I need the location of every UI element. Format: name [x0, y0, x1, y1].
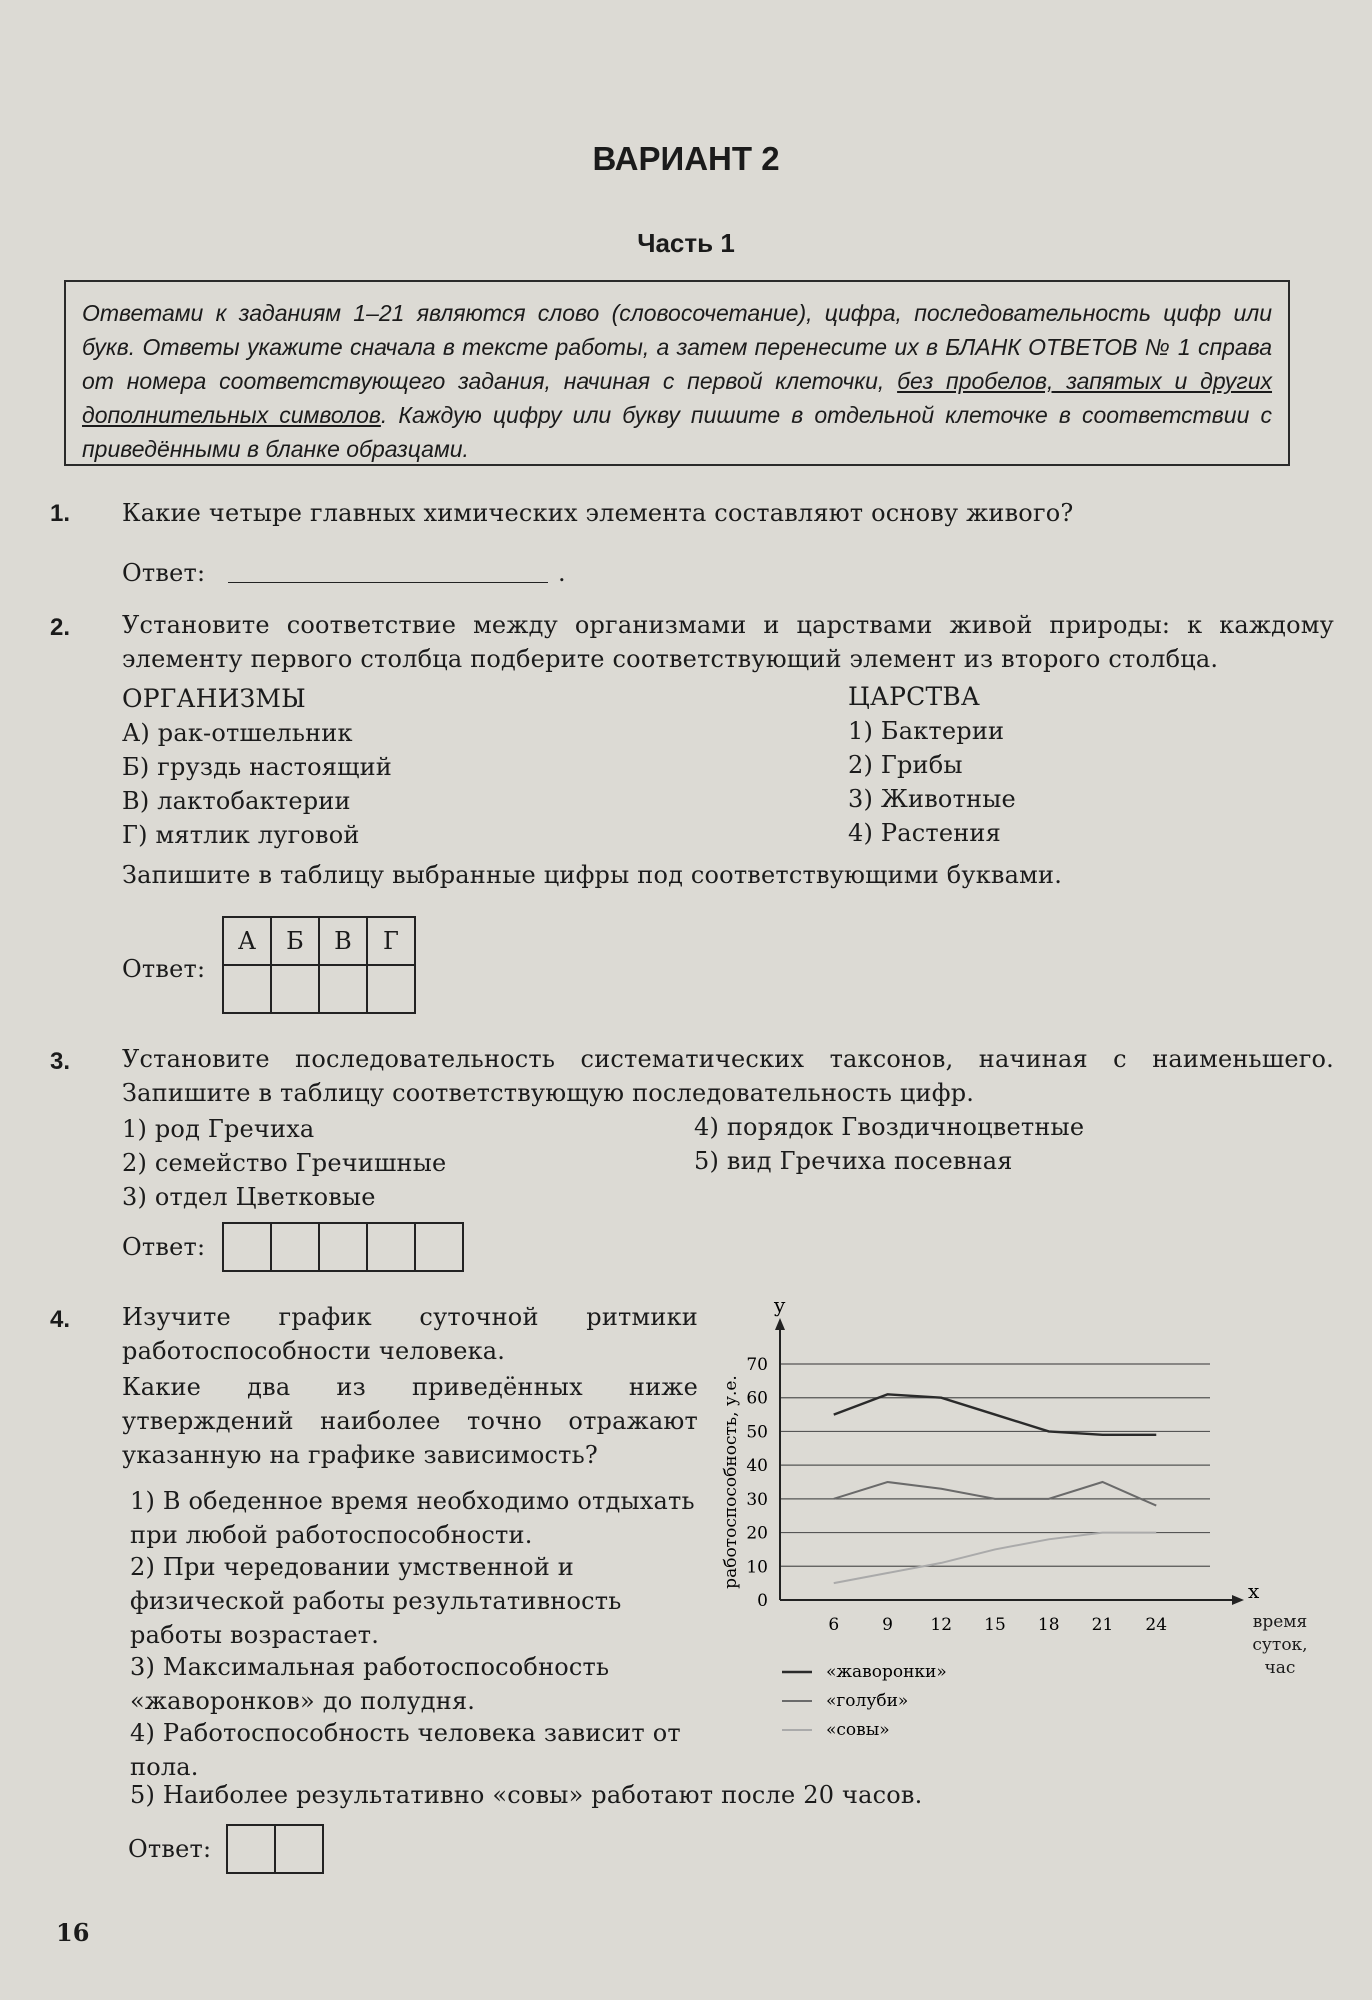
chart-legend: [782, 1662, 947, 1740]
part-heading: Часть 1: [637, 228, 735, 258]
series-line-1: [834, 1394, 1157, 1434]
option-item: 5) Наиболее результативно «совы» работают после 20 часов.: [130, 1781, 923, 1809]
y-tick-label: 20: [746, 1523, 768, 1544]
answer-cell[interactable]: [414, 1222, 464, 1272]
option-item: 4) Работоспособность человека зависит от пола.: [130, 1719, 681, 1781]
organism-item: Г) мятлик луговой: [122, 821, 360, 849]
y-tick-label: 50: [746, 1422, 768, 1443]
taxon-item: 5) вид Гречиха посевная: [694, 1147, 1013, 1175]
option-item: 1) В обеденное время необходимо отдыхать при любой работоспособности.: [130, 1487, 695, 1549]
answer-cell[interactable]: [271, 965, 319, 1013]
x-axis-arrow: [1232, 1595, 1244, 1605]
taxon-item: 1) род Гречиха: [122, 1115, 315, 1143]
page-number: 16: [56, 1918, 90, 1947]
y-tick-label: 40: [746, 1456, 768, 1477]
series-line-2: [834, 1482, 1157, 1506]
y-tick-label: 70: [746, 1355, 768, 1375]
work-capacity-chart: [700, 1290, 1340, 1770]
chart-grid: [780, 1364, 1210, 1566]
instructions-text: Ответами к заданиям 1–21 являются слово (словосочетание), цифра, последовательность цифр или букв. Ответы укажите сначала в тексте работы, а затем перенесите их в БЛАНК ОТВЕТОВ № 1 справа от номера соответствующего задания, начиная с первой клеточки,: [82, 300, 1272, 394]
option-item: 3) Максимальная работоспособность «жаворонков» до полудня.: [130, 1653, 610, 1715]
legend-label: «совы»: [826, 1720, 890, 1740]
page-title: ВАРИАНТ 2: [592, 140, 780, 177]
instructions-box: [64, 280, 1290, 466]
taxon-item: 2) семейство Гречишные: [122, 1149, 447, 1177]
x-tick-label: 12: [930, 1615, 953, 1635]
y-axis-letter: y: [774, 1293, 786, 1317]
question-text: Установите соответствие между организмами и царствами живой природы: к каждому элементу первого столбца подберите соответствующий элемент из второго столбца.: [122, 611, 1334, 673]
organism-item: Б) груздь настоящий: [122, 753, 392, 781]
y-tick-label: 30: [746, 1489, 768, 1510]
y-axis-label: работоспособность, у.е.: [721, 1375, 741, 1589]
question-number: 3.: [50, 1048, 71, 1075]
answer-cell[interactable]: [226, 1824, 276, 1874]
letter-cell: А: [223, 917, 271, 965]
letter-cell: Б: [271, 917, 319, 965]
kingdom-item: 1) Бактерии: [848, 717, 1005, 745]
question-text: Какие четыре главных химических элемента составляют основу живого?: [122, 499, 1074, 527]
answer-label: Ответ:: [122, 559, 206, 587]
letter-cell: В: [319, 917, 367, 965]
question-intro: Изучите график суточной ритмики работоспособности человека.: [122, 1303, 698, 1365]
x-tick-label: 18: [1037, 1615, 1060, 1635]
taxon-item: 4) порядок Гвоздичноцветные: [694, 1113, 1085, 1141]
y-tick-label: 10: [746, 1557, 768, 1578]
option-item: 2) При чередовании умственной и физической работы результативность работы возрастает.: [130, 1553, 622, 1649]
answer-cell[interactable]: [222, 1222, 272, 1272]
answer-table: [222, 916, 416, 1014]
x-tick-label: 21: [1091, 1615, 1114, 1635]
kingdom-item: 4) Растения: [848, 819, 1001, 847]
question-text: Установите последовательность систематических таксонов, начиная с наименьшего. Запишите в таблицу соответствующую последовательность цифр.: [122, 1045, 1334, 1107]
taxon-item: 3) отдел Цветковые: [122, 1183, 376, 1211]
organism-item: А) рак-отшельник: [122, 719, 353, 747]
instructions-text-end: . Каждую цифру или букву пишите в отдельной клеточке в соответствии с приведёнными в бланке образцами.: [82, 402, 1272, 462]
answer-boxes: [228, 1824, 324, 1874]
letter-cell: Г: [367, 917, 415, 965]
legend-label: «жаворонки»: [826, 1662, 947, 1682]
legend-label: «голуби»: [826, 1691, 909, 1711]
x-tick-label: 24: [1145, 1615, 1168, 1635]
kingdom-item: 2) Грибы: [848, 751, 963, 779]
organism-item: В) лактобактерии: [122, 787, 351, 815]
answer-line[interactable]: [228, 582, 548, 583]
question-text: Какие два из приведённых ниже утверждений наиболее точно отражают указанную на графике зависимость?: [122, 1373, 698, 1469]
answer-label: Ответ:: [122, 955, 206, 983]
answer-period: .: [558, 559, 566, 587]
answer-cell[interactable]: [366, 1222, 416, 1272]
answer-label: Ответ:: [128, 1835, 212, 1863]
answer-label: Ответ:: [122, 1233, 206, 1261]
answer-cell[interactable]: [319, 965, 367, 1013]
y-tick-label: 0: [757, 1591, 768, 1611]
answer-cell[interactable]: [367, 965, 415, 1013]
kingdom-item: 3) Животные: [848, 785, 1016, 813]
table-instruction: Запишите в таблицу выбранные цифры под соответствующими буквами.: [122, 861, 1063, 889]
y-tick-labels: [746, 1355, 768, 1611]
x-tick-label: 6: [828, 1615, 840, 1635]
x-tick-label: 15: [984, 1615, 1006, 1635]
x-tick-labels: [828, 1615, 1167, 1635]
answer-cell[interactable]: [318, 1222, 368, 1272]
organisms-header: ОРГАНИЗМЫ: [122, 684, 306, 713]
instructions-underlined: без пробелов, запятых и других дополнительных символов: [82, 368, 1273, 428]
kingdoms-header: ЦАРСТВА: [848, 682, 981, 711]
y-axis-arrow: [775, 1318, 785, 1330]
x-axis-letter: x: [1248, 1579, 1260, 1603]
chart-series: [834, 1394, 1157, 1583]
question-number: 4.: [50, 1306, 71, 1333]
x-tick-label: 9: [882, 1615, 893, 1635]
answer-cell[interactable]: [270, 1222, 320, 1272]
question-number: 1.: [50, 500, 71, 527]
answer-cell[interactable]: [274, 1824, 324, 1874]
answer-boxes: [224, 1222, 464, 1272]
question-number: 2.: [50, 614, 71, 641]
y-tick-label: 60: [746, 1388, 768, 1409]
x-axis-label: время суток, час: [1252, 1612, 1308, 1678]
answer-cell[interactable]: [223, 965, 271, 1013]
series-line-3: [834, 1533, 1157, 1584]
